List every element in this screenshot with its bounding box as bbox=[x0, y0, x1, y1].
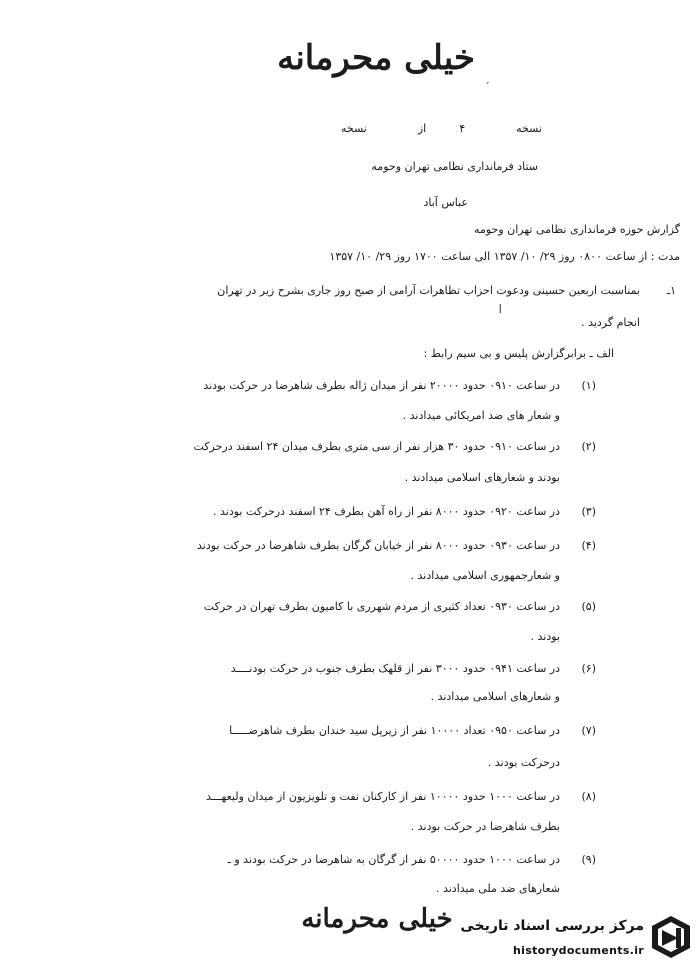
paragraph-line: بمناسبت اربعین حسینی ودعوت احزاب تظاهرات آرامی از صبح روز جاری بشرح زیر در تهران bbox=[217, 284, 640, 297]
item-line: در ساعت ۰۹۱۰ حدود ۲۰۰۰۰ نفر از میدان ژاله بطرف شاهرضا در حرکت بودند bbox=[203, 379, 560, 392]
copy-number: ۴ bbox=[459, 122, 466, 135]
item-number: (۱) bbox=[581, 379, 596, 392]
item-line: بودند . bbox=[530, 630, 560, 643]
item-line: بطرف شاهرضا در حرکت بودند . bbox=[410, 820, 560, 833]
copy-number-line bbox=[341, 122, 542, 135]
copy-label-total: نسخه bbox=[340, 122, 367, 135]
item-line: در ساعت ۰۹۱۰ حدود ۳۰ هزار نفر از سی متری بطرف میدان ۲۴ اسفند درحرکت bbox=[193, 440, 560, 453]
report-duration: مدت : از ساعت ۰۸۰۰ روز ۲۹/ ۱۰/ ۱۳۵۷ الی ساعت ۱۷۰۰ روز ۲۹/ ۱۰/ ۱۳۵۷ bbox=[329, 250, 680, 263]
pen-mark: ˏ bbox=[484, 70, 490, 84]
pen-mark: ا bbox=[498, 302, 502, 316]
report-title: گزارش حوزه فرمانداری نظامی تهران وحومه bbox=[474, 223, 680, 236]
archive-watermark bbox=[460, 912, 694, 970]
item-number: (۲) bbox=[581, 440, 596, 453]
headquarters-line: ستاد فرمانداری نظامی تهران وحومه bbox=[371, 160, 538, 173]
item-number: (۶) bbox=[581, 662, 596, 675]
item-line: و شعار های ضد امریکائی میدادند . bbox=[402, 409, 560, 422]
item-line: در ساعت ۰۹۴۱ حدود ۳۰۰۰ نفر از قلهک بطرف جنوب در حرکت بودنــــد bbox=[230, 662, 560, 675]
copy-label: نسخه bbox=[516, 122, 542, 135]
item-number: (۳) bbox=[581, 505, 596, 518]
item-number: (۷) bbox=[581, 724, 596, 737]
item-line: در ساعت ۱۰۰۰ حدود ۵۰۰۰۰ نفر از گرگان به شاهرضا در حرکت بودند و ـ bbox=[227, 853, 560, 866]
item-line: و شعارهای اسلامی میدادند . bbox=[430, 690, 560, 703]
classification-footer: خیلی محرمانه bbox=[301, 904, 453, 934]
item-line: در ساعت ۰۹۵۰ تعداد ۱۰۰۰۰ نفر از زیرپل سید خندان بطرف شاهرضـــــا bbox=[229, 724, 560, 737]
paragraph-line: انجام گردید . bbox=[581, 316, 640, 329]
item-line: در ساعت ۰۹۳۰ حدود ۸۰۰۰ نفر از خیابان گرگان بطرف شاهرضا در حرکت بودند bbox=[197, 539, 560, 552]
item-number: (۹) bbox=[581, 853, 596, 866]
classification-header: خیلی محرمانه bbox=[277, 38, 475, 78]
item-number: (۸) bbox=[581, 790, 596, 803]
place-line: عباس آباد bbox=[423, 196, 468, 209]
item-line: درحرکت بودند . bbox=[487, 756, 560, 769]
archive-logo-icon bbox=[648, 914, 694, 960]
item-number: (۴) bbox=[581, 539, 596, 552]
copy-from: از bbox=[417, 122, 427, 135]
item-line: در ساعت ۰۹۳۰ تعداد کثیری از مردم شهرری با کامیون بطرف تهران در حرکت bbox=[203, 600, 560, 613]
item-number: (۵) bbox=[581, 600, 596, 613]
item-line: در ساعت ۱۰۰۰ حدود ۱۰۰۰۰ نفر از کارکنان نفت و تلویزیون از میدان ولیعهـــد bbox=[206, 790, 560, 803]
paragraph-number: ۱ـ bbox=[666, 284, 676, 297]
item-line: شعارهای ضد ملی میدادند . bbox=[435, 882, 560, 895]
watermark-text-fa: مرکز بررسی اسناد تاریخی bbox=[460, 918, 644, 934]
watermark-url: historydocuments.ir bbox=[513, 944, 644, 957]
section-heading: الف ـ برابرگزارش پلیس و بی سیم رابط : bbox=[423, 347, 614, 360]
item-line: بودند و شعارهای اسلامی میدادند . bbox=[404, 471, 560, 484]
item-line: در ساعت ۰۹۲۰ حدود ۸۰۰۰ نفر از راه آهن بطرف ۲۴ اسفند درحرکت بودند . bbox=[212, 505, 560, 518]
item-line: و شعارجمهوری اسلامی میدادند . bbox=[410, 569, 560, 582]
